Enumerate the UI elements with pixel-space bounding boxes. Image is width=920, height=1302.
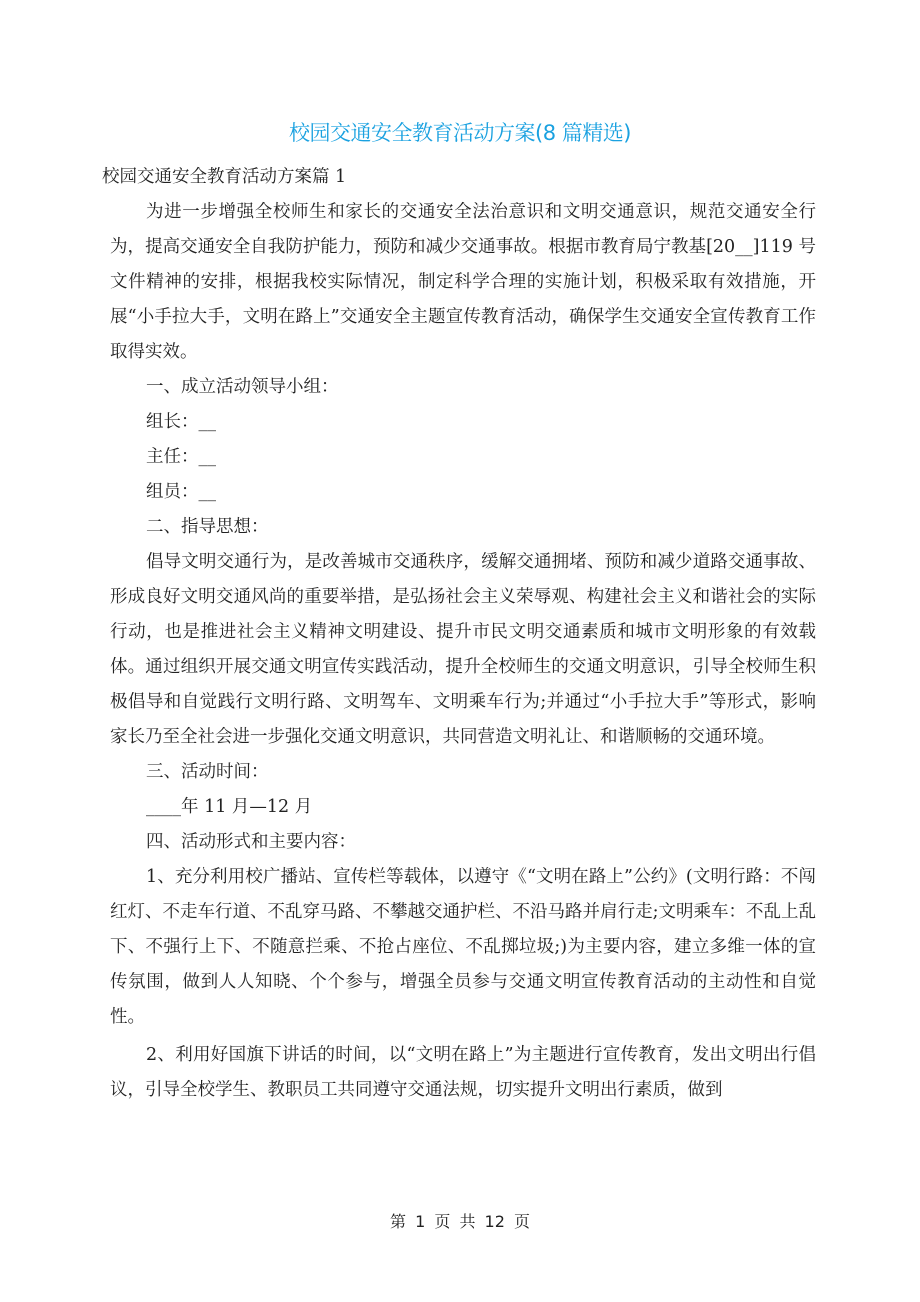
document-body <box>102 160 816 1108</box>
document-title: 校园交通安全教育活动方案(8 篇精选) <box>289 121 631 145</box>
member-field: 组员：__ <box>146 482 216 502</box>
activity-time-value: ____年 11 月—12 月 <box>146 797 313 817</box>
paragraph-item-1: 1、充分利用校广播站、宣传栏等载体，以遵守《“文明在路上”公约》(文明行路：不闯红灯、不走车行道、不乱穿马路、不攀越交通护栏、不沿马路并肩行走;文明乘车：不乱上乱下、不强行上下、不随意拦乘、不抢占座位、不乱掷垃圾;)为主要内容，建立多维一体的宣传氛围，做到人人知晓、个个参与，增强全员参与交通文明宣传教育活动的主动性和自觉性。 <box>110 867 816 1027</box>
paragraph-intro: 为进一步增强全校师生和家长的交通安全法治意识和文明交通意识，规范交通安全行为，提高交通安全自我防护能力，预防和减少交通事故。根据市教育局宁教基[20__]119 号文件精神的安排，根据我校实际情况，制定科学合理的实施计划，积极采取有效措施，开展“小手拉大手，文明在路上”交通安全主题宣传教育活动，确保学生交通安全宣传教育工作取得实效。 <box>110 202 816 362</box>
heading-leadership-group: 一、成立活动领导小组： <box>146 377 339 397</box>
paragraph-guiding-ideology: 倡导文明交通行为，是改善城市交通秩序，缓解交通拥堵、预防和减少道路交通事故、形成良好文明交通风尚的重要举措，是弘扬社会主义荣辱观、构建社会主义和谐社会的实际行动，也是推进社会主义精神文明建设、提升市民文明交通素质和城市文明形象的有效载体。通过组织开展交通文明宣传实践活动，提升全校师生的交通文明意识，引导全校师生积极倡导和自觉践行文明行路、文明驾车、文明乘车行为;并通过“小手拉大手”等形式，影响家长乃至全社会进一步强化交通文明意识，共同营造文明礼让、和谐顺畅的交通环境。 <box>110 552 816 747</box>
heading-activity-time: 三、活动时间： <box>146 762 269 782</box>
section-subtitle: 校园交通安全教育活动方案篇 1 <box>102 167 347 187</box>
heading-guiding-ideology: 二、指导思想： <box>146 517 269 537</box>
paragraph-item-2: 2、利用好国旗下讲话的时间，以“文明在路上”为主题进行宣传教育，发出文明出行倡议，引导全校学生、教职员工共同遵守交通法规，切实提升文明出行素质，做到 <box>110 1045 816 1100</box>
leader-field: 组长：__ <box>146 412 216 432</box>
page-number-footer: 第 1 页 共 12 页 <box>390 1212 530 1231</box>
heading-activity-content: 四、活动形式和主要内容： <box>146 832 356 852</box>
director-field: 主任：__ <box>146 447 216 467</box>
